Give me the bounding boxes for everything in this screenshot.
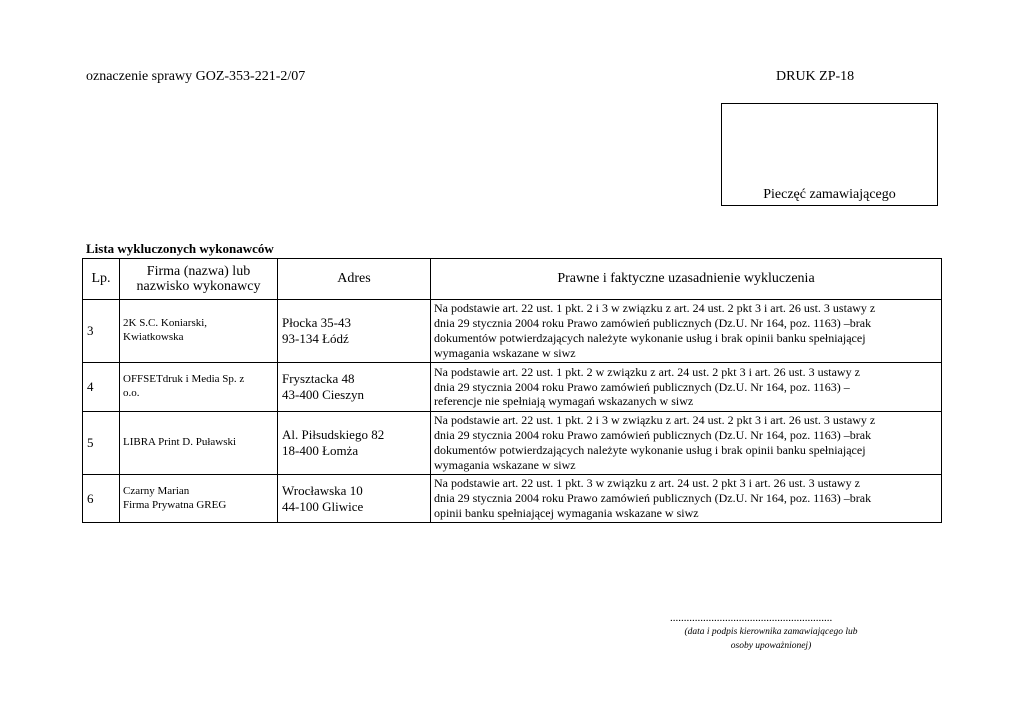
column-header-reason: Prawne i faktyczne uzasadnienie wykluczenia	[431, 259, 942, 300]
table-row	[83, 363, 942, 412]
form-code: DRUK ZP-18	[776, 69, 855, 84]
reason-line: dnia 29 stycznia 2004 roku Prawo zamówień publicznych (Dz.U. Nr 164, poz. 1163) –	[434, 379, 850, 394]
column-header-address: Adres	[278, 259, 431, 300]
excluded-contractors-table	[82, 258, 942, 523]
contractor-name-line1: LIBRA Print D. Puławski	[123, 436, 237, 449]
reason-line: dokumentów potwierdzających należyte wykonanie usług i brak opinii banku spełniającej	[434, 331, 866, 345]
row-contractor-name	[120, 300, 278, 363]
contractor-name-line1: OFFSETdruk i Media Sp. z	[123, 373, 245, 386]
reason-line: wymagania wskazane w siwz	[434, 345, 576, 360]
reason-line: dnia 29 stycznia 2004 roku Prawo zamówień publicznych (Dz.U. Nr 164, poz. 1163) –brak	[434, 428, 872, 443]
row-reason	[431, 300, 942, 363]
row-reason	[431, 363, 942, 412]
address-line2: 44-100 Gliwice	[282, 498, 364, 514]
row-reason	[431, 412, 942, 475]
table-row	[83, 475, 942, 523]
contractor-name-line2: Kwiatkowska	[123, 331, 184, 343]
address-line2: 93-134 Łódź	[282, 331, 349, 346]
row-lp: 3	[83, 300, 120, 363]
reason-line: opinii banku spełniającej wymagania wskazane w siwz	[434, 505, 699, 520]
address-line1: Płocka 35-43	[282, 315, 351, 331]
row-lp: 5	[83, 412, 120, 475]
row-address	[278, 412, 431, 475]
reason-line: referencje nie spełniają wymagań wskazanych w siwz	[434, 394, 694, 409]
reason-line: Na podstawie art. 22 ust. 1 pkt. 2 i 3 w związku z art. 24 ust. 2 pkt 3 i art. 26 ust. 3 ustawy z	[434, 301, 876, 316]
signature-caption	[662, 626, 880, 654]
reason-line: wymagania wskazane w siwz	[434, 457, 576, 472]
list-title: Lista wykluczonych wykonawców	[86, 241, 274, 256]
signature-caption-line2: osoby upoważnionej)	[730, 640, 812, 651]
stamp-label: Pieczęć zamawiającego	[763, 187, 896, 202]
stamp-box	[721, 103, 938, 206]
row-lp: 6	[83, 475, 120, 523]
address-line1: Al. Piłsudskiego 82	[282, 427, 385, 443]
signature-caption-line1: (data i podpis kierownika zamawiającego lub	[684, 627, 858, 637]
row-lp: 4	[83, 363, 120, 412]
address-line1: Wrocławska 10	[282, 482, 363, 498]
contractor-name-line2: Firma Prywatna GREG	[123, 498, 227, 511]
contractor-name-line1: Czarny Marian	[123, 484, 190, 497]
case-number: oznaczenie sprawy GOZ-353-221-2/07	[86, 69, 306, 84]
address-line2: 43-400 Cieszyn	[282, 387, 364, 402]
reason-line: dnia 29 stycznia 2004 roku Prawo zamówień publicznych (Dz.U. Nr 164, poz. 1163) –brak	[434, 491, 872, 506]
signature-line: ...........................................................	[670, 612, 833, 624]
row-reason	[431, 475, 942, 523]
address-line1: Frysztacka 48	[282, 371, 355, 387]
table-header-row	[83, 259, 942, 300]
reason-line: Na podstawie art. 22 ust. 1 pkt. 3 w związku z art. 24 ust. 2 pkt 3 i art. 26 ust. 3 ustawy z	[434, 476, 860, 491]
row-contractor-name	[120, 412, 278, 475]
table-row	[83, 300, 942, 363]
row-address	[278, 475, 431, 523]
table-row	[83, 412, 942, 475]
row-address	[278, 300, 431, 363]
reason-line: dokumentów potwierdzających należyte wykonanie usług i brak opinii banku spełniającej	[434, 443, 866, 457]
row-address	[278, 363, 431, 412]
row-contractor-name	[120, 475, 278, 523]
address-line2: 18-400 Łomża	[282, 443, 359, 458]
contractor-name-line1: 2K S.C. Koniarski,	[123, 317, 208, 330]
reason-line: Na podstawie art. 22 ust. 1 pkt. 2 i 3 w związku z art. 24 ust. 2 pkt 3 i art. 26 ust. 3 ustawy z	[434, 413, 876, 428]
reason-line: Na podstawie art. 22 ust. 1 pkt. 2 w związku z art. 24 ust. 2 pkt 3 i art. 26 ust. 3 ustawy z	[434, 364, 860, 379]
column-header-firm-line1: Firma (nazwa) lub	[146, 263, 251, 279]
column-header-firm	[120, 259, 278, 300]
reason-line: dnia 29 stycznia 2004 roku Prawo zamówień publicznych (Dz.U. Nr 164, poz. 1163) –brak	[434, 316, 872, 331]
column-header-firm-line2: nazwisko wykonawcy	[136, 279, 261, 294]
column-header-lp: Lp.	[83, 259, 120, 300]
row-contractor-name	[120, 363, 278, 412]
contractor-name-line2: o.o.	[123, 387, 140, 399]
